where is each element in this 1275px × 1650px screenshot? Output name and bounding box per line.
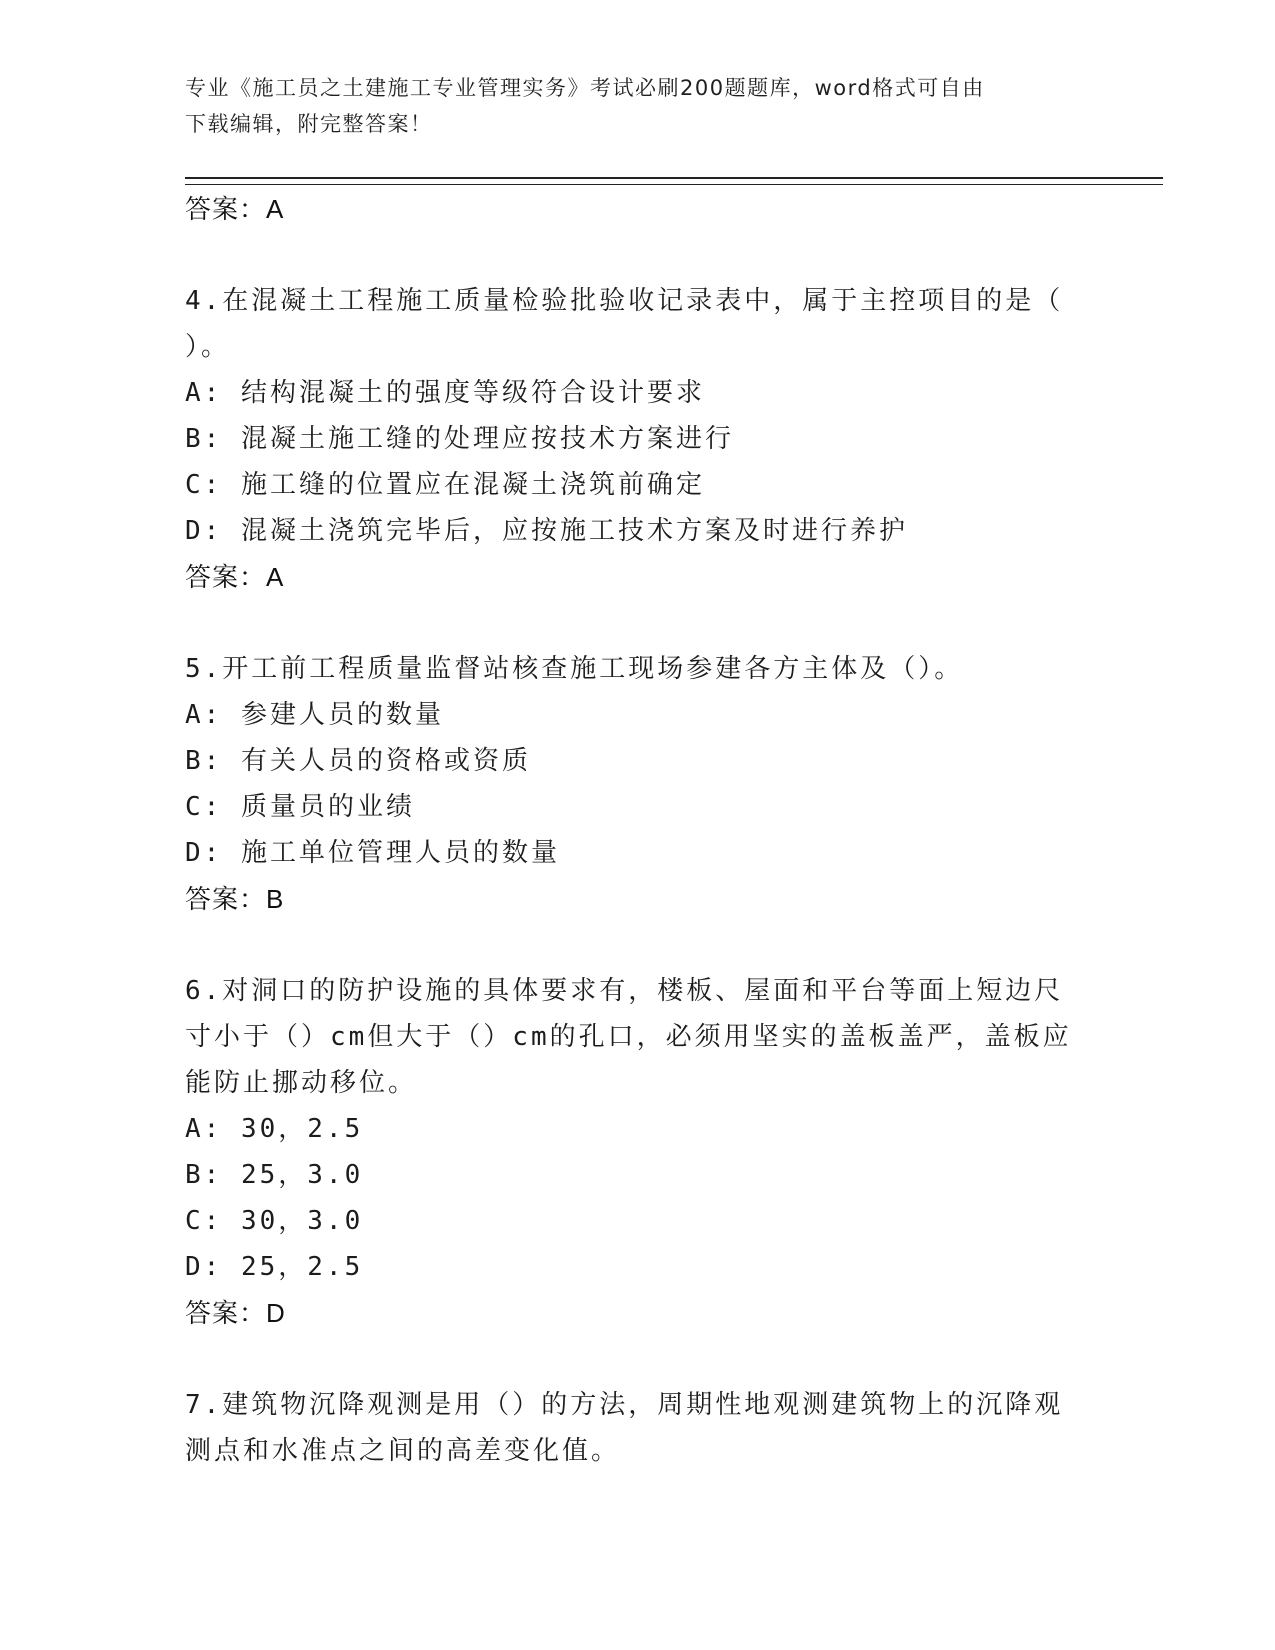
option-a: A: 参建人员的数量 (185, 700, 444, 730)
answer-label: 答案： (185, 562, 267, 592)
answer-value: D (266, 1298, 286, 1328)
header-rule-thick (185, 177, 1163, 179)
document-header (185, 70, 1065, 142)
answer-value: B (266, 884, 285, 914)
option-b: B: 混凝土施工缝的处理应按技术方案进行 (185, 424, 734, 454)
question-stem-line: ）。 (185, 332, 231, 362)
header-line-2: 下载编辑，附完整答案！ (185, 112, 433, 136)
option-d: D: 25，2.5 (185, 1252, 364, 1282)
question-block (185, 1382, 1085, 1474)
question-stem-line: 5.开工前工程质量监督站核查施工现场参建各方主体及（）。 (185, 654, 964, 684)
answer-line (185, 1290, 1085, 1336)
question-block (185, 278, 1085, 600)
answer-value: A (266, 562, 285, 592)
option-d: D: 混凝土浇筑完毕后，应按施工技术方案及时进行养护 (185, 516, 908, 546)
option-a: A: 30，2.5 (185, 1114, 364, 1144)
answer-line (185, 554, 1085, 600)
document-body (185, 186, 1085, 1474)
answer-line (185, 876, 1085, 922)
option-d: D: 施工单位管理人员的数量 (185, 838, 560, 868)
answer-label: 答案： (185, 194, 267, 224)
option-a: A: 结构混凝土的强度等级符合设计要求 (185, 378, 705, 408)
question-stem-line: 寸小于（）cm但大于（）cm的孔口，必须用坚实的盖板盖严，盖板应 (185, 1022, 1072, 1052)
option-b: B: 有关人员的资格或资质 (185, 746, 531, 776)
option-c: C: 30，3.0 (185, 1206, 364, 1236)
question-block (185, 968, 1085, 1336)
question-stem-line: 6.对洞口的防护设施的具体要求有，楼板、屋面和平台等面上短边尺 (185, 976, 1064, 1006)
question-block (185, 646, 1085, 922)
header-rule-thin (185, 184, 1163, 185)
option-c: C: 质量员的业绩 (185, 792, 415, 822)
option-b: B: 25，3.0 (185, 1160, 364, 1190)
question-stem-line: 7.建筑物沉降观测是用（）的方法，周期性地观测建筑物上的沉降观 (185, 1390, 1064, 1420)
question-stem-line: 能防止挪动移位。 (185, 1068, 418, 1098)
header-line-1: 专业《施工员之土建施工专业管理实务》考试必刷200题题库，word格式可自由 (185, 76, 985, 100)
question-stem-line: 测点和水准点之间的高差变化值。 (185, 1436, 621, 1466)
option-c: C: 施工缝的位置应在混凝土浇筑前确定 (185, 470, 705, 500)
question-stem-line: 4.在混凝土工程施工质量检验批验收记录表中，属于主控项目的是（ (185, 286, 1064, 316)
answer-label: 答案： (185, 884, 267, 914)
answer-label: 答案： (185, 1298, 267, 1328)
answer-value: A (266, 194, 285, 224)
answer-line (185, 186, 1085, 232)
